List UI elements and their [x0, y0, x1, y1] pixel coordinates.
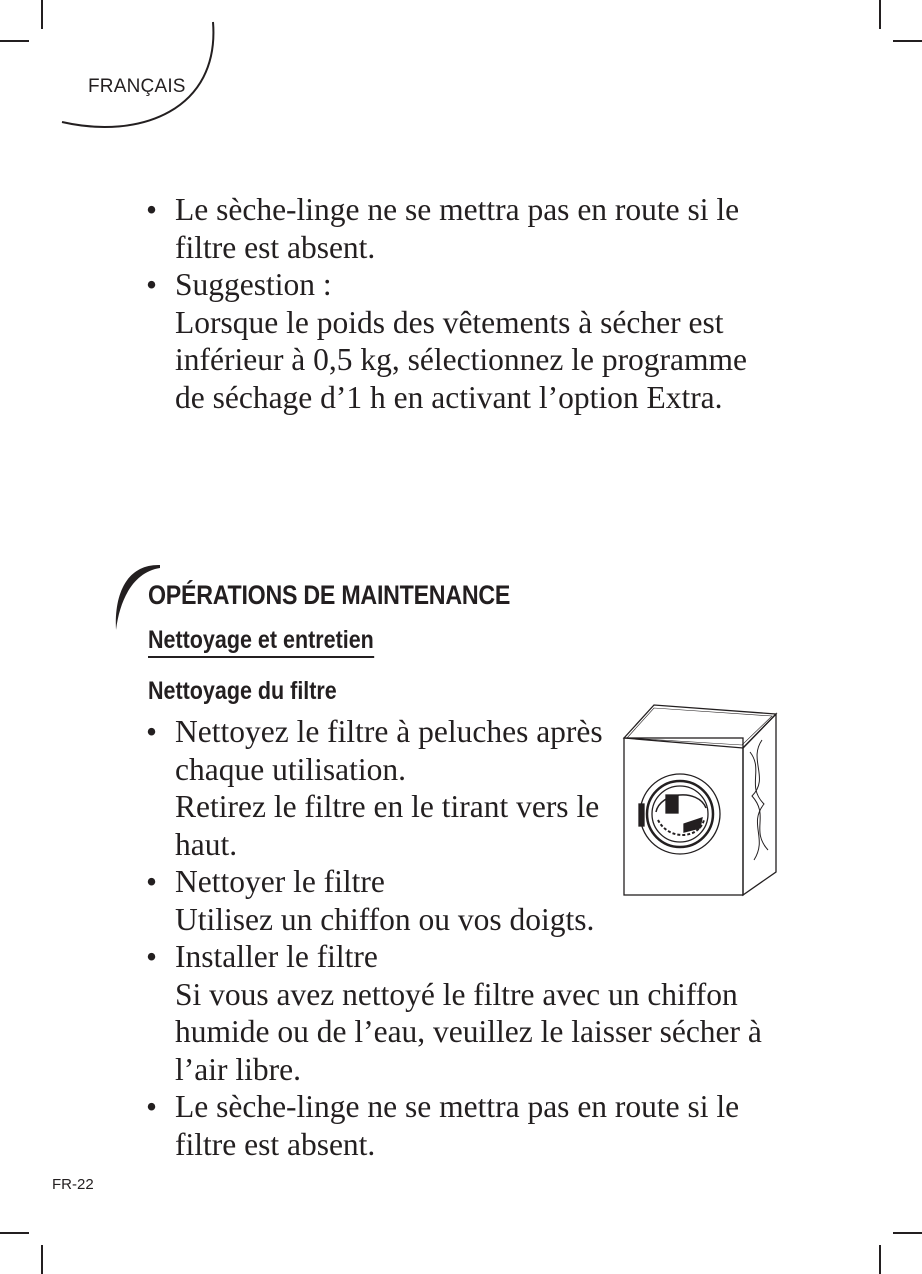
- bullet-glyph: •: [146, 714, 158, 749]
- list-item: [146, 713, 762, 863]
- crop-mark: [893, 40, 922, 42]
- language-tab-arc: [0, 0, 230, 140]
- text-line: Si vous avez nettoyé le filtre avec un chiffon: [175, 976, 738, 1012]
- crop-mark: [879, 1245, 881, 1274]
- list-item: [146, 1088, 762, 1163]
- text-line: chaque utilisation.: [175, 751, 406, 787]
- text-line: Le sèche-linge ne se mettra pas en route si le: [175, 1089, 740, 1124]
- bullet-glyph: •: [146, 267, 158, 302]
- text-line: Le sèche-linge ne se mettra pas en route si le: [175, 192, 740, 227]
- maintenance-bullet-list: [146, 713, 762, 1163]
- text-line: Retirez le filtre en le tirant vers le: [175, 789, 600, 824]
- crop-mark: [41, 1245, 43, 1274]
- list-item: [146, 191, 747, 266]
- crop-mark: [893, 1232, 922, 1234]
- text-line: Nettoyer le filtre: [175, 864, 385, 899]
- text-line: Utilisez un chiffon ou vos doigts.: [175, 901, 595, 937]
- crop-mark: [0, 1232, 29, 1234]
- section-subtitle: Nettoyage et entretien: [148, 626, 374, 658]
- text-line: Nettoyez le filtre à peluches après: [175, 714, 603, 749]
- bullet-glyph: •: [146, 939, 158, 974]
- language-label: FRANÇAIS: [88, 76, 186, 97]
- section-title: OPÉRATIONS DE MAINTENANCE: [148, 580, 511, 610]
- crop-mark: [879, 0, 881, 29]
- list-item: [146, 938, 762, 1088]
- text-line: Suggestion :: [175, 267, 332, 302]
- text-line: humide ou de l’eau, veuillez le laisser sécher à: [175, 1014, 762, 1049]
- text-line: inférieur à 0,5 kg, sélectionnez le programme: [175, 342, 748, 377]
- page-number: FR-22: [52, 1176, 94, 1193]
- bullet-glyph: •: [146, 1089, 158, 1124]
- list-item: [146, 863, 762, 938]
- text-line: filtre est absent.: [175, 229, 376, 265]
- text-line: Installer le filtre: [175, 939, 378, 974]
- bullet-glyph: •: [146, 864, 158, 899]
- intro-bullet-list: [146, 191, 747, 416]
- subsection-title: Nettoyage du filtre: [148, 677, 337, 705]
- text-line: de séchage d’1 h en activant l’option Extra.: [175, 379, 723, 415]
- text-line: filtre est absent.: [175, 1126, 376, 1162]
- text-line: Lorsque le poids des vêtements à sécher est: [175, 304, 724, 340]
- text-line: l’air libre.: [175, 1051, 301, 1087]
- text-line: haut.: [175, 826, 238, 862]
- list-item: [146, 266, 747, 416]
- bullet-glyph: •: [146, 192, 158, 227]
